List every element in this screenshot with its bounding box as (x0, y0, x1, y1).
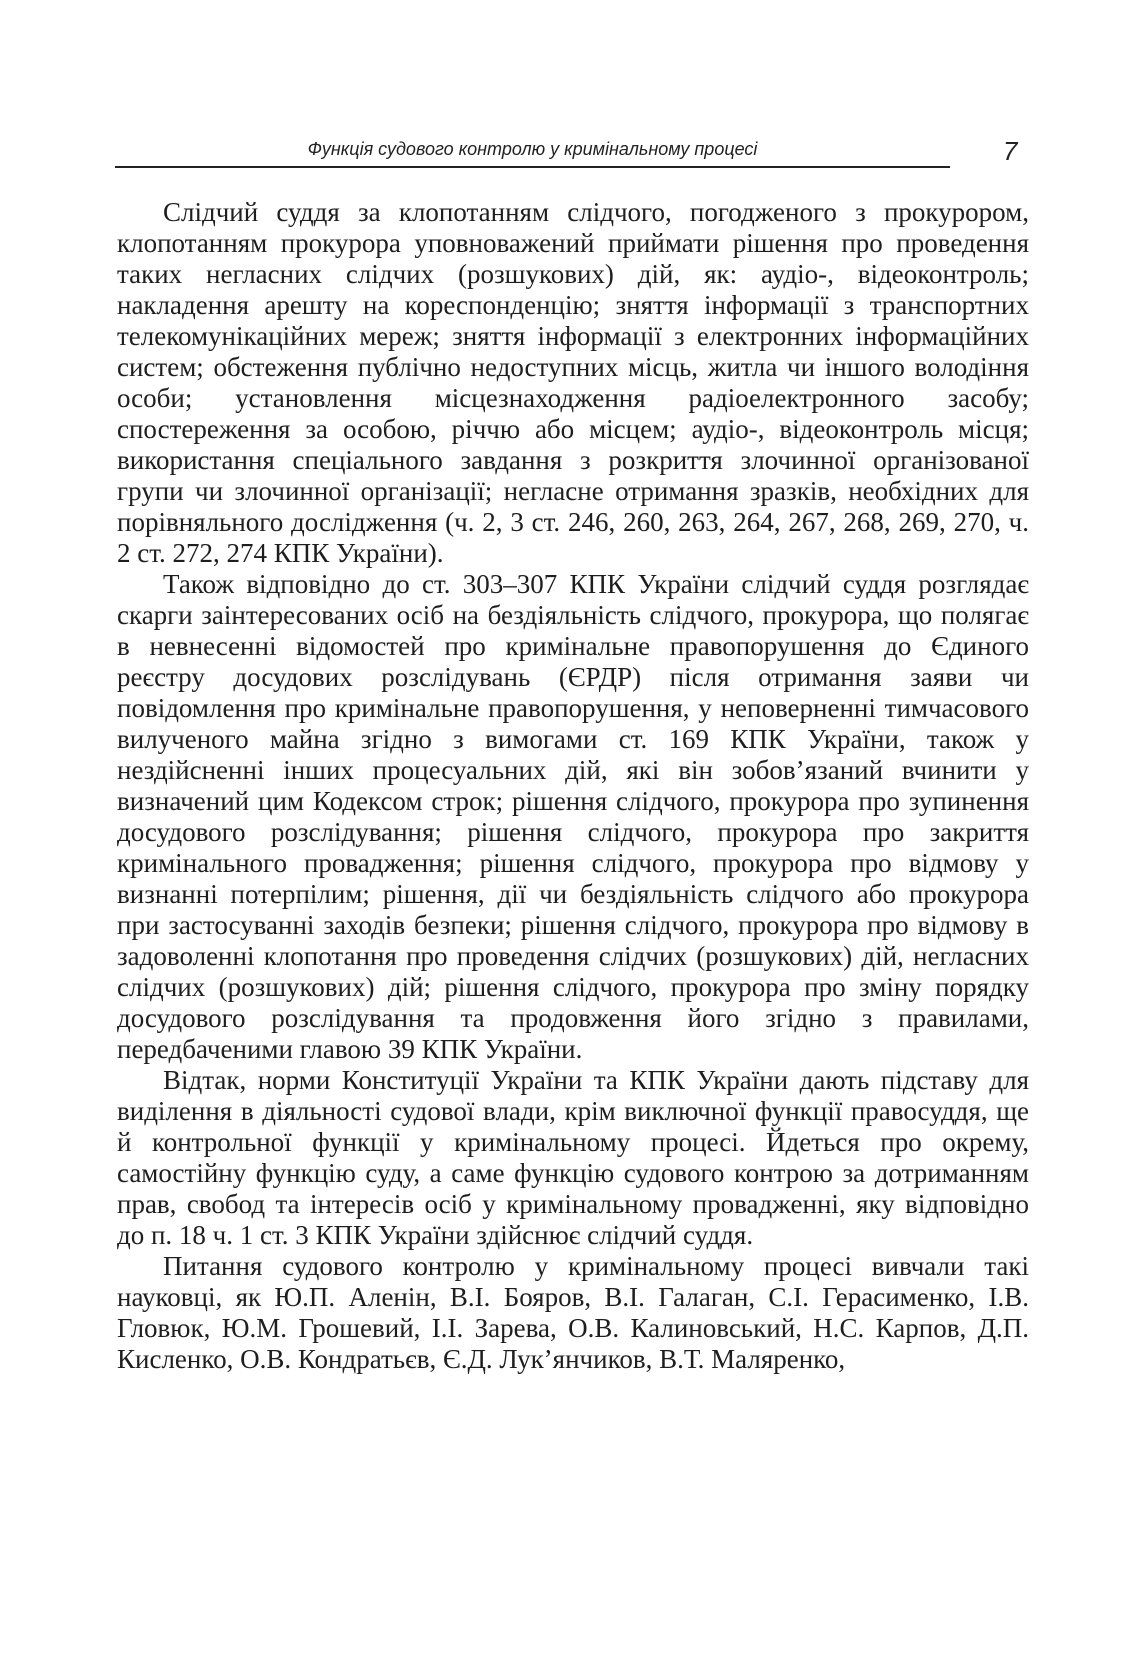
page-number: 7 (1003, 136, 1018, 166)
paragraph-4: Питання судового контролю у кримінальному процесі вивчали такі науковці, як Ю.П. Аленін, В.І. Бояров, В.І. Галаган, С.І. Герасименко, І.В. Гловюк, Ю.М. Грошевий, І.І. Зарева, О.В. Калиновський, Н.С. Карпов, Д.П. Кисленко, О.В. Кондратьєв, Є.Д. Лук’янчиков, В.Т. Маляренко, (117, 1251, 1029, 1374)
paragraph-3: Відтак, норми Конституції України та КПК України дають підставу для виділення в діяльності судової влади, крім виключної функції правосуддя, ще й контрольної функції у кримінальному процесі. Йдеться про окрему, самостійну функцію суду, а саме функцію судового контрою за дотриманням прав, свобод та інтересів осіб у кримінальному провадженні, яку відповідно до п. 18 ч. 1 ст. 3 КПК України здійснює слідчий суддя. (117, 1065, 1029, 1250)
running-header (115, 136, 950, 168)
body-text (117, 197, 1029, 1375)
paragraph-1: Слідчий суддя за клопотанням слідчого, погодженого з прокурором, клопотанням прокурора уповноважений приймати рішення про проведення таких негласних слідчих (розшукових) дій, як: аудіо-, відеоконтроль; накладення арешту на кореспонденцію; зняття інформації з транспортних телекомунікаційних мереж; зняття інформації з електронних інформаційних систем; обстеження публічно недоступних місць, житла чи іншого володіння особи; установлення місцезнаходження радіоелектронного засобу; спостереження за особою, річчю або місцем; аудіо-, відеоконтроль місця; використання спеціального завдання з розкриття злочинної організованої групи чи злочинної організації; негласне отримання зразків, необхідних для порівняльного дослідження (ч. 2, 3 ст. 246, 260, 263, 264, 267, 268, 269, 270, ч. 2 ст. 272, 274 КПК України). (117, 197, 1029, 568)
running-title: Функція судового контролю у кримінальному процесі (307, 139, 758, 159)
paragraph-2: Також відповідно до ст. 303–307 КПК України слідчий суддя розглядає скарги заінтересованих осіб на бездіяльність слідчого, прокурора, що полягає в невнесенні відомостей про кримінальне правопорушення до Єдиного реєстру досудових розслідувань (ЄРДР) після отримання заяви чи повідомлення про кримінальне правопорушення, у неповерненні тимчасового вилученого майна згідно з вимогами ст. 169 КПК України, також у нездійсненні інших процесуальних дій, які він зобов’язаний вчинити у визначений цим Кодексом строк; рішення слідчого, прокурора про зупинення досудового розслідування; рішення слідчого, прокурора про закриття кримінального провадження; рішення слідчого, прокурора про відмову у визнанні потерпілим; рішення, дії чи бездіяльність слідчого або прокурора при застосуванні заходів безпеки; рішення слідчого, прокурора про відмову в задоволенні клопотання про проведення слідчих (розшукових) дій, негласних слідчих (розшукових) дій; рішення слідчого, прокурора про зміну порядку досудового розслідування та продовження його згідно з правилами, передбаченими главою 39 КПК України. (117, 569, 1029, 1064)
